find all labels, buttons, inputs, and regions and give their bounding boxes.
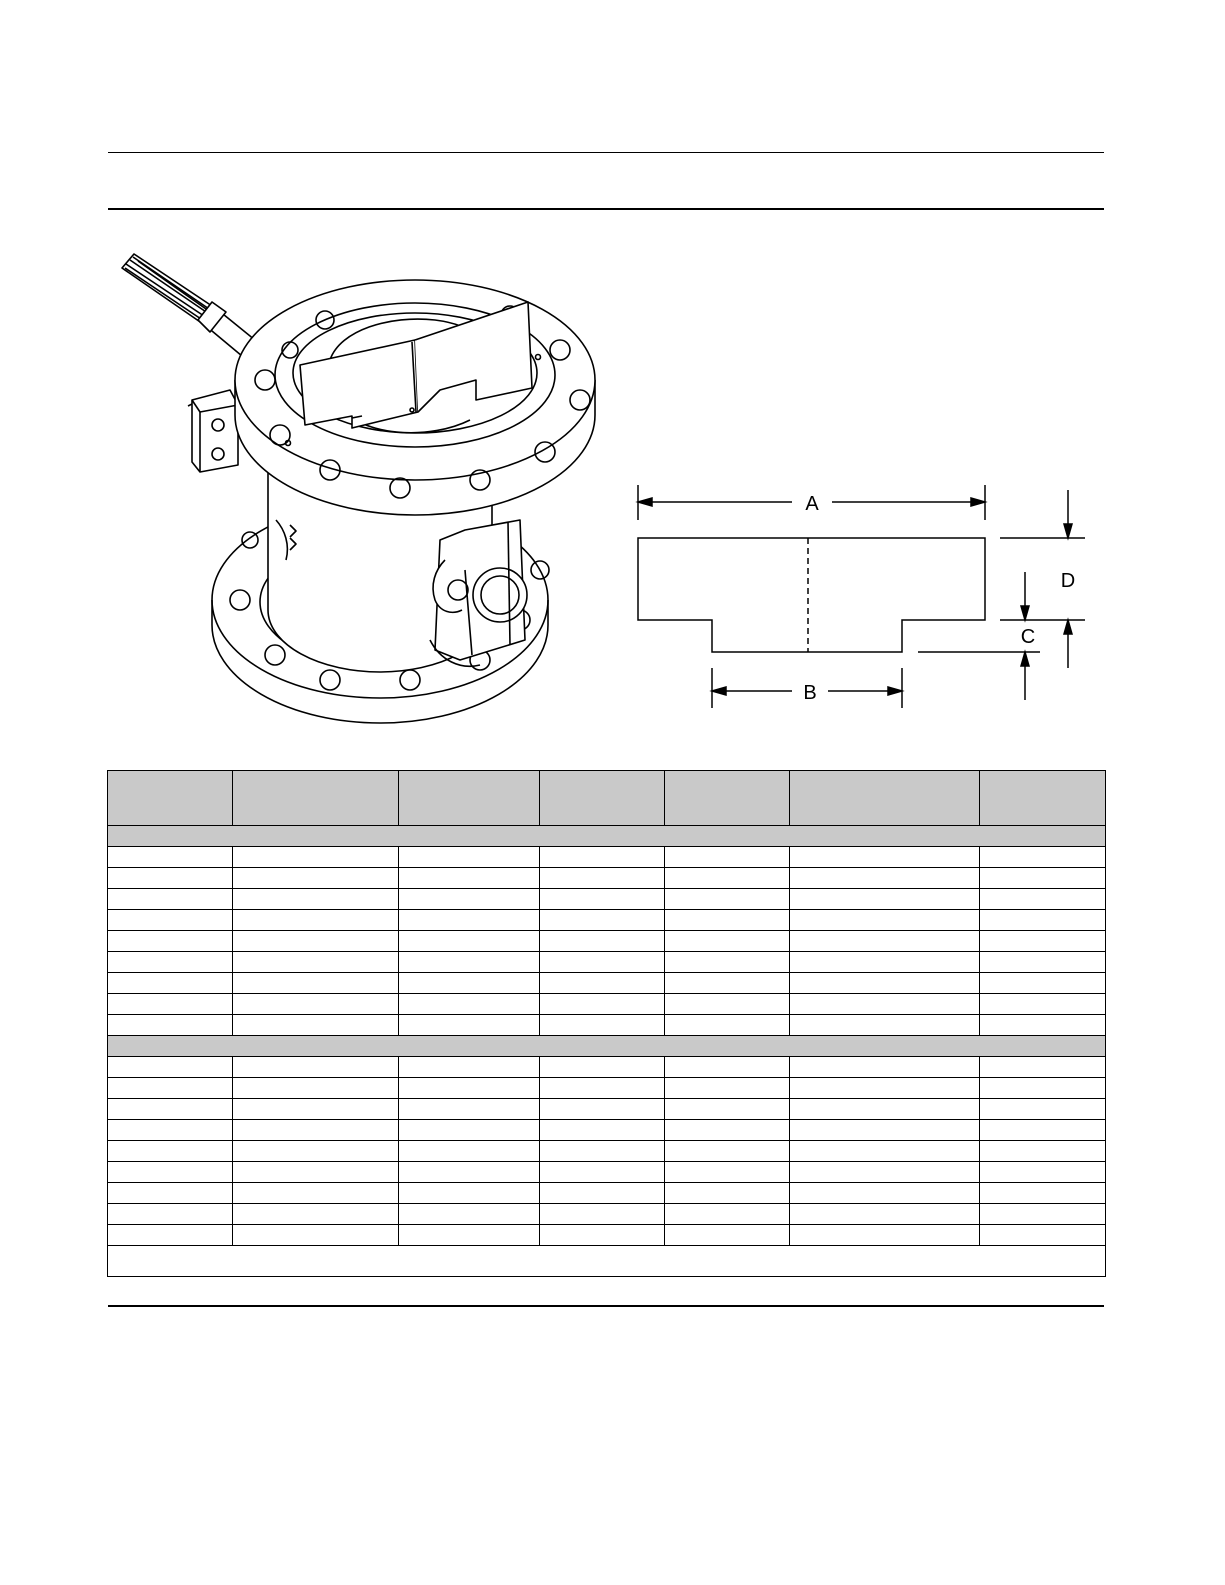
table-cell	[980, 1057, 1106, 1078]
table-cell	[233, 1057, 399, 1078]
table-cell	[790, 847, 980, 868]
table-cell	[399, 910, 540, 931]
table-cell	[399, 1183, 540, 1204]
table-cell	[980, 889, 1106, 910]
table-cell	[980, 952, 1106, 973]
table-cell	[233, 1204, 399, 1225]
table-cell	[665, 1078, 790, 1099]
table-cell	[233, 1162, 399, 1183]
column-header	[108, 771, 233, 826]
column-header	[980, 771, 1106, 826]
table-cell	[399, 1078, 540, 1099]
table-row	[108, 994, 1106, 1015]
table-cell	[233, 994, 399, 1015]
table-cell	[540, 910, 665, 931]
table-cell	[665, 1120, 790, 1141]
table-cell	[665, 973, 790, 994]
table-cell	[108, 931, 233, 952]
table-cell	[665, 1162, 790, 1183]
valve-illustration	[100, 240, 600, 730]
table-cell	[540, 1141, 665, 1162]
table-note-row	[108, 1246, 1106, 1277]
table-cell	[790, 994, 980, 1015]
table-row	[108, 1225, 1106, 1246]
table-cell	[233, 952, 399, 973]
table-cell	[399, 952, 540, 973]
table-cell	[540, 952, 665, 973]
table-cell	[665, 868, 790, 889]
table-row	[108, 1120, 1106, 1141]
footer-rule	[108, 1305, 1104, 1307]
mounting-bracket	[188, 390, 238, 472]
table-cell	[399, 1162, 540, 1183]
table-cell	[980, 868, 1106, 889]
table-cell	[790, 973, 980, 994]
top-rule	[108, 152, 1104, 153]
column-header	[233, 771, 399, 826]
section-label	[108, 1036, 1106, 1057]
table-cell	[233, 868, 399, 889]
table-cell	[233, 1120, 399, 1141]
table-cell	[980, 1162, 1106, 1183]
dimension-c-label: C	[1020, 626, 1036, 648]
table-cell	[665, 1141, 790, 1162]
table-cell	[233, 973, 399, 994]
table-section-row	[108, 1036, 1106, 1057]
table-cell	[540, 931, 665, 952]
table-cell	[399, 1099, 540, 1120]
table-cell	[540, 1204, 665, 1225]
table-cell	[540, 1078, 665, 1099]
table-cell	[790, 1078, 980, 1099]
table-cell	[108, 1015, 233, 1036]
table-row	[108, 868, 1106, 889]
table-cell	[790, 1204, 980, 1225]
table-cell	[980, 1015, 1106, 1036]
table-cell	[665, 1183, 790, 1204]
table-cell	[790, 1057, 980, 1078]
table-cell	[540, 847, 665, 868]
table-cell	[790, 952, 980, 973]
table-cell	[233, 1183, 399, 1204]
table-row	[108, 1099, 1106, 1120]
table-row	[108, 1057, 1106, 1078]
table-cell	[665, 931, 790, 952]
table-cell	[980, 994, 1106, 1015]
table-cell	[790, 1099, 980, 1120]
trunnion-cap	[430, 520, 527, 666]
dimensioned-part	[638, 538, 985, 652]
table-cell	[399, 994, 540, 1015]
table-cell	[233, 1141, 399, 1162]
table-cell	[108, 847, 233, 868]
table-row	[108, 952, 1106, 973]
table-cell	[540, 868, 665, 889]
dimension-d-label: D	[1060, 570, 1076, 592]
table-cell	[665, 1204, 790, 1225]
table-cell	[540, 1120, 665, 1141]
table-cell	[540, 1015, 665, 1036]
table-cell	[108, 952, 233, 973]
table-cell	[233, 931, 399, 952]
table-cell	[665, 1225, 790, 1246]
table-row	[108, 1078, 1106, 1099]
table-cell	[233, 1099, 399, 1120]
table-cell	[665, 1015, 790, 1036]
table-cell	[108, 1120, 233, 1141]
table-row	[108, 847, 1106, 868]
table-cell	[399, 847, 540, 868]
table-cell	[233, 847, 399, 868]
table-cell	[540, 1057, 665, 1078]
table-cell	[399, 1141, 540, 1162]
table-cell	[980, 847, 1106, 868]
table-cell	[790, 1120, 980, 1141]
table-cell	[108, 1162, 233, 1183]
table-section-row	[108, 826, 1106, 847]
table-cell	[233, 1225, 399, 1246]
column-header	[790, 771, 980, 826]
table-cell	[399, 973, 540, 994]
table-cell	[980, 1120, 1106, 1141]
section-label	[108, 826, 1106, 847]
table-cell	[399, 1204, 540, 1225]
table-cell	[108, 889, 233, 910]
table-cell	[665, 994, 790, 1015]
table-cell	[399, 1225, 540, 1246]
table-row	[108, 910, 1106, 931]
table-cell	[540, 889, 665, 910]
table-cell	[233, 1078, 399, 1099]
table-header-row	[108, 771, 1106, 826]
table-cell	[540, 1183, 665, 1204]
table-cell	[108, 1057, 233, 1078]
table-cell	[540, 1225, 665, 1246]
table-cell	[980, 1141, 1106, 1162]
dimension-diagram	[620, 470, 1100, 720]
table-cell	[233, 1015, 399, 1036]
dimension-a-label: A	[805, 493, 819, 515]
table-cell	[980, 1225, 1106, 1246]
table-cell	[108, 1183, 233, 1204]
header-rule	[108, 208, 1104, 210]
table-cell	[665, 1099, 790, 1120]
table-cell	[233, 910, 399, 931]
table-cell	[540, 1162, 665, 1183]
table-cell	[399, 1057, 540, 1078]
table-cell	[790, 1015, 980, 1036]
table-cell	[399, 1015, 540, 1036]
table-cell	[108, 910, 233, 931]
dimension-b-label: B	[803, 682, 817, 704]
table-cell	[665, 847, 790, 868]
table-cell	[790, 1183, 980, 1204]
table-cell	[980, 973, 1106, 994]
table-row	[108, 1183, 1106, 1204]
table-cell	[399, 1120, 540, 1141]
table-cell	[790, 1141, 980, 1162]
table-note	[108, 1246, 1106, 1277]
table-cell	[665, 910, 790, 931]
table-cell	[540, 994, 665, 1015]
table-cell	[108, 1141, 233, 1162]
splined-shaft	[122, 254, 255, 356]
column-header	[665, 771, 790, 826]
table-row	[108, 931, 1106, 952]
table-cell	[108, 994, 233, 1015]
column-header	[399, 771, 540, 826]
table-row	[108, 1141, 1106, 1162]
table-cell	[790, 868, 980, 889]
table-cell	[790, 1162, 980, 1183]
table-cell	[790, 910, 980, 931]
spec-table	[107, 770, 1106, 1277]
table-cell	[399, 889, 540, 910]
table-cell	[108, 1225, 233, 1246]
table-cell	[790, 1225, 980, 1246]
table-row	[108, 973, 1106, 994]
table-row	[108, 1015, 1106, 1036]
table-cell	[790, 931, 980, 952]
table-row	[108, 889, 1106, 910]
table-cell	[233, 889, 399, 910]
table-cell	[665, 889, 790, 910]
table-cell	[980, 1204, 1106, 1225]
table-cell	[108, 1204, 233, 1225]
table-cell	[108, 1078, 233, 1099]
table-cell	[399, 868, 540, 889]
table-cell	[399, 931, 540, 952]
table-cell	[980, 931, 1106, 952]
table-cell	[790, 889, 980, 910]
table-cell	[980, 1078, 1106, 1099]
table-cell	[980, 1099, 1106, 1120]
table-cell	[665, 1057, 790, 1078]
table-cell	[108, 1099, 233, 1120]
table-cell	[980, 1183, 1106, 1204]
table-row	[108, 1162, 1106, 1183]
table-cell	[665, 952, 790, 973]
table-cell	[108, 868, 233, 889]
column-header	[540, 771, 665, 826]
table-row	[108, 1204, 1106, 1225]
table-cell	[540, 973, 665, 994]
table-cell	[540, 1099, 665, 1120]
table-cell	[980, 910, 1106, 931]
table-cell	[108, 973, 233, 994]
